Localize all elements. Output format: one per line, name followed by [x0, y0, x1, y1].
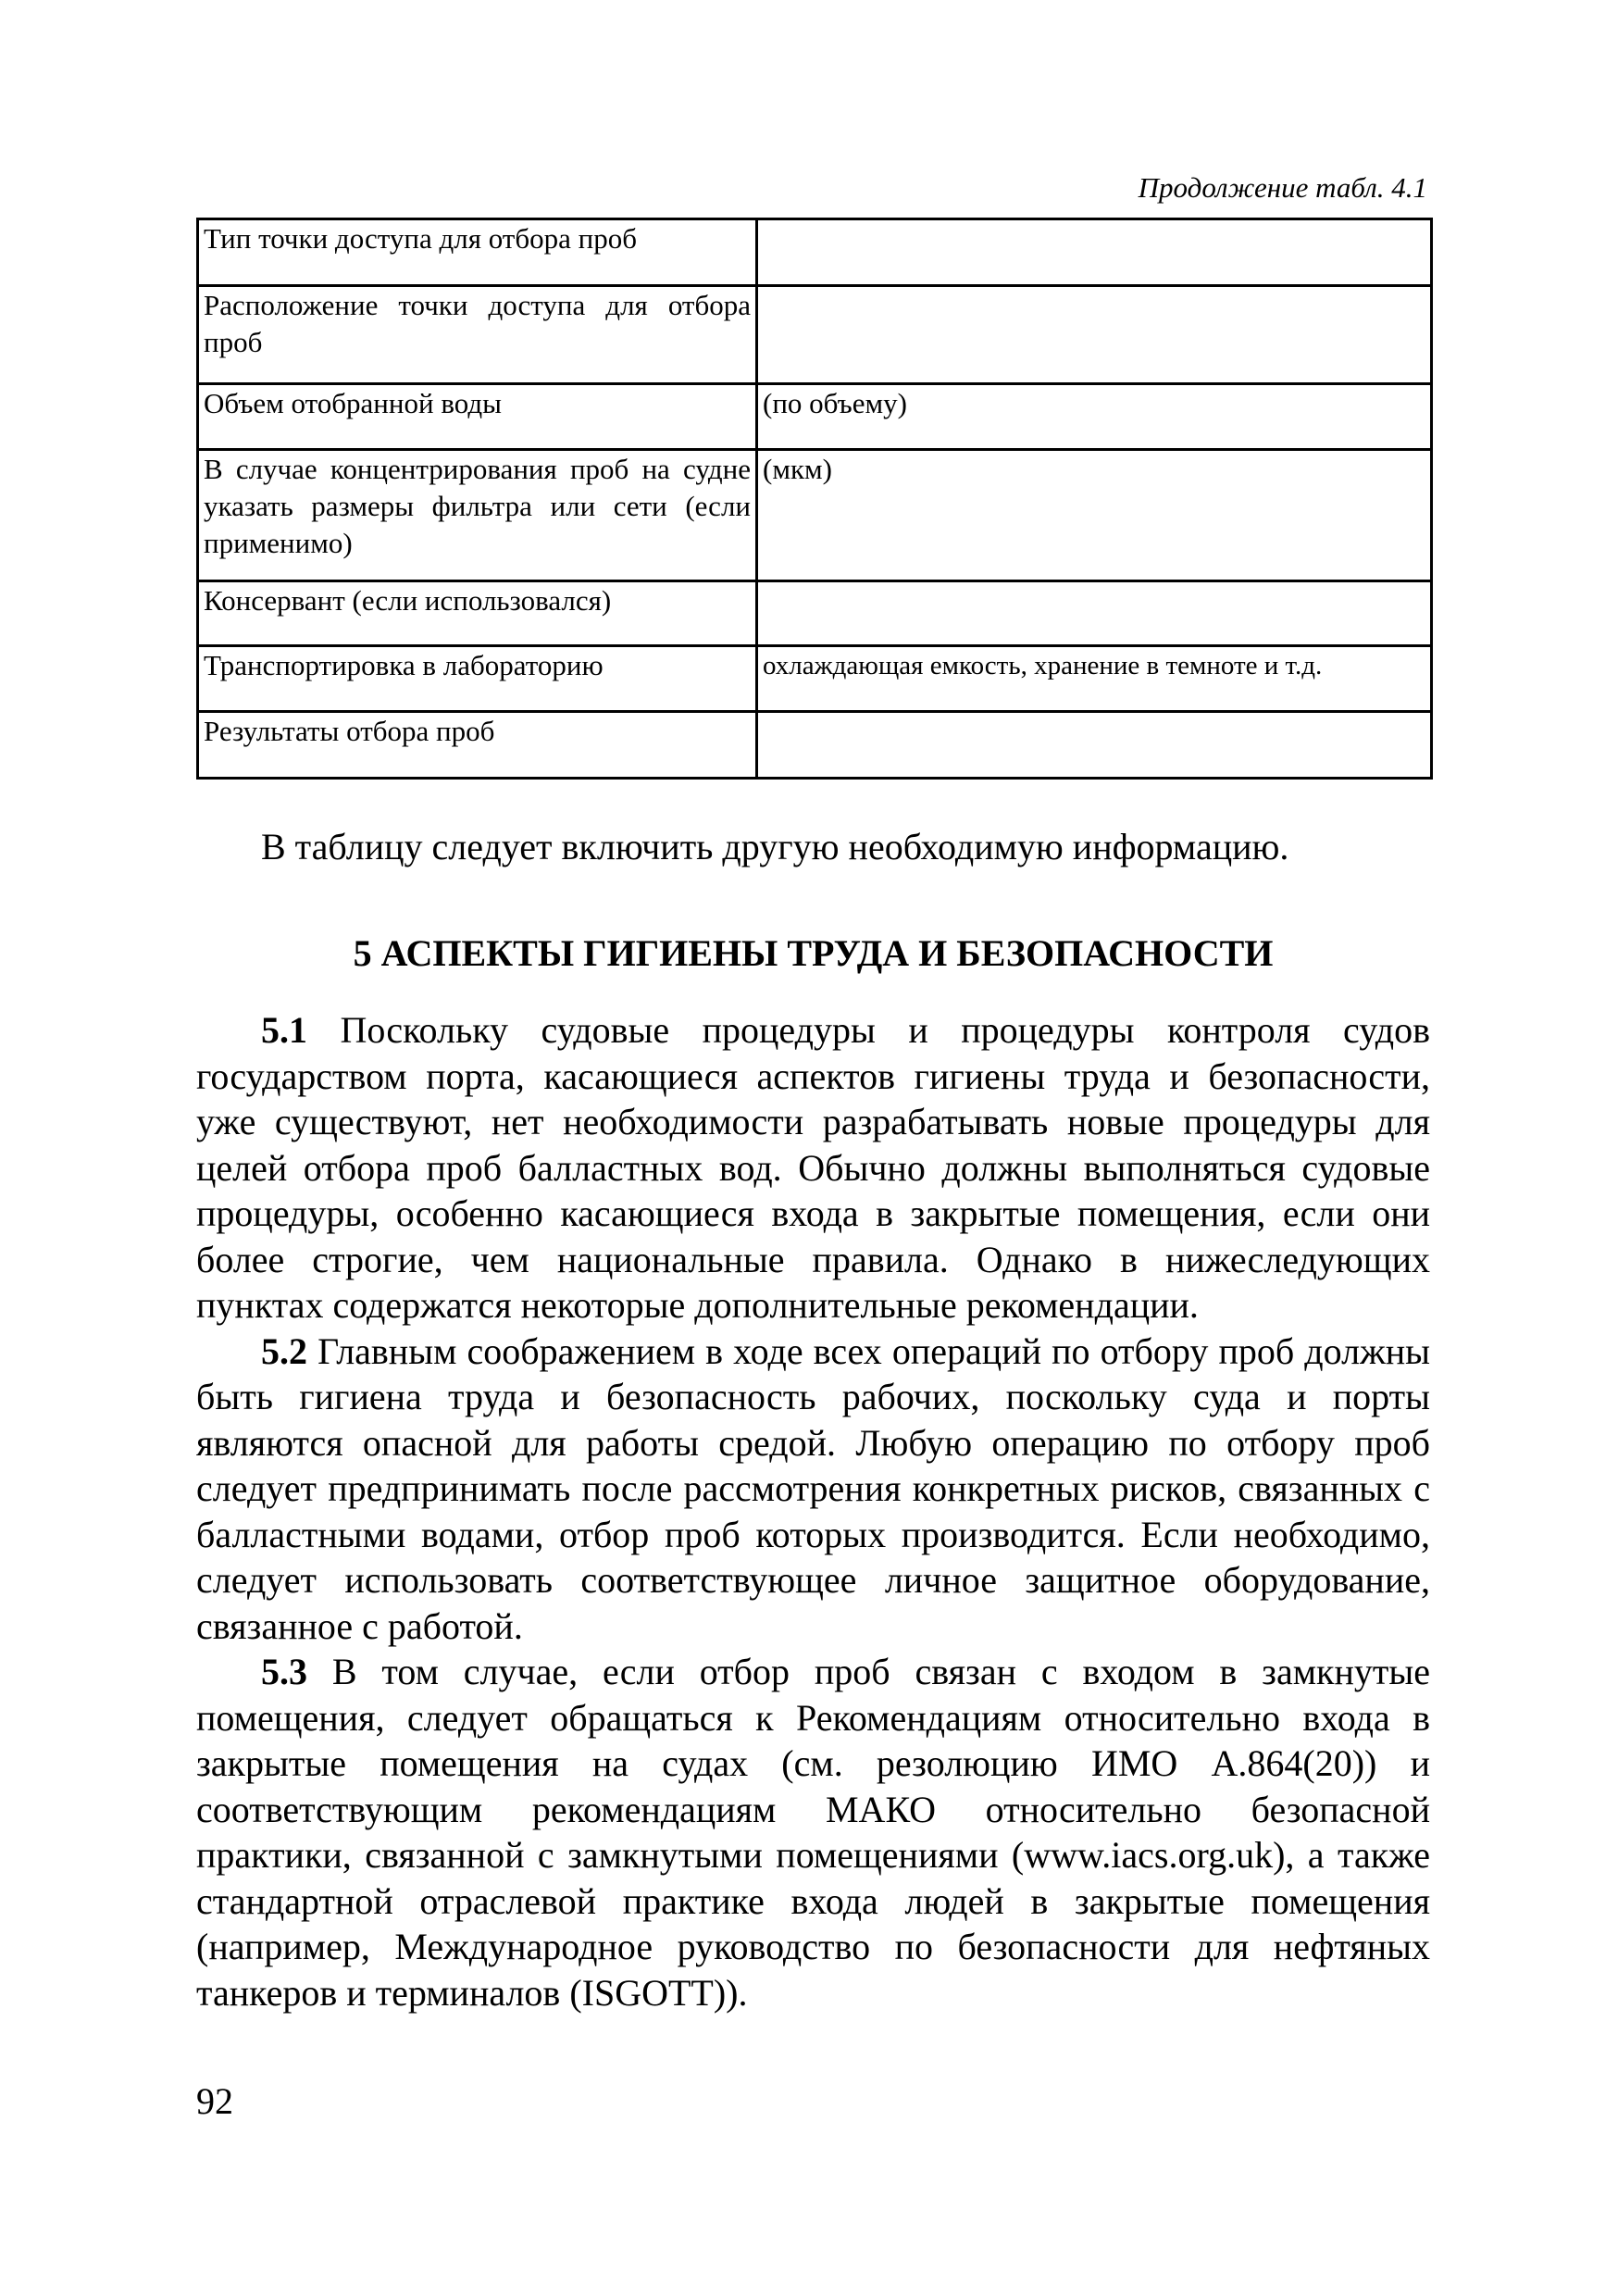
paragraph-number: 5.1	[261, 1009, 307, 1051]
table-row	[198, 286, 1432, 384]
paragraph	[196, 1007, 1430, 1329]
paragraph-number: 5.2	[261, 1329, 307, 1372]
table-note: В таблицу следует включить другую необходимую информацию.	[261, 826, 1289, 867]
page-number: 92	[196, 2080, 233, 2122]
table-row	[198, 581, 1432, 646]
paragraph-text: В том случае, если отбор проб связан с входом в замкнутые помещения, следует обращаться к Рекомендациям относительно входа в закрытые помещения на судах (см. резолюцию ИМО А.864(20)) и соответствующим рекомендациям МАКО относительно безопасной практики, связанной с замкнутыми помещениями (www.iacs.org.uk), а также стандартной отраслевой практике входа людей в закрытые помещения (например, Международное руководство по безопасности для нефтяных танкеров и терминалов (ISGOTT)).	[196, 1651, 1430, 2014]
table-cell-label: Результаты отбора проб	[198, 712, 757, 779]
table-cell-value: охлаждающая емкость, хранение в темноте и т.д.	[757, 646, 1432, 712]
table-row	[198, 219, 1432, 286]
table-row	[198, 384, 1432, 450]
table-cell-label: Расположение точки доступа для отбора проб	[198, 286, 757, 384]
table-cell-value: (мкм)	[757, 450, 1432, 581]
table-cell-value	[757, 219, 1432, 286]
paragraph	[196, 1649, 1430, 2015]
table-cell-label: Объем отобранной воды	[198, 384, 757, 450]
table-cell-label: Транспортировка в лабораторию	[198, 646, 757, 712]
table-cell-value	[757, 581, 1432, 646]
table-cell-value: (по объему)	[757, 384, 1432, 450]
table-cell-label: Консервант (если использовался)	[198, 581, 757, 646]
table-cell-value	[757, 286, 1432, 384]
table-row	[198, 450, 1432, 581]
table-continuation-caption: Продолжение табл. 4.1	[1138, 171, 1427, 204]
paragraph-number: 5.3	[261, 1651, 307, 1692]
table-row	[198, 646, 1432, 712]
table-cell-label: В случае концентрирования проб на судне указать размеры фильтра или сети (если применимо)	[198, 450, 757, 581]
paragraph-text: Главным соображением в ходе всех операций по отбору проб должны быть гигиена труда и безопасность рабочих, поскольку суда и порты являются опасной для работы средой. Любую операцию по отбору проб следует предпринимать после рассмотрения конкретных рисков, связанных с балластными водами, отбор проб которых производится. Если необходимо, следует использовать соответствующее личное защитное оборудование, связанное с работой.	[196, 1329, 1430, 1647]
table-cell-label: Тип точки доступа для отбора проб	[198, 219, 757, 286]
paragraph-text: Поскольку судовые процедуры и процедуры контроля судов государством порта, касающиеся аспектов гигиены труда и безопасности, уже существуют, нет необходимости разрабатывать новые процедуры для целей отбора проб балластных вод. Обычно должны выполняться судовые процедуры, особенно касающиеся входа в закрытые помещения, если они более строгие, чем национальные правила. Однако в нижеследующих пунктах содержатся некоторые дополнительные рекомендации.	[196, 1009, 1430, 1326]
sampling-record-table	[196, 218, 1433, 780]
section-body	[196, 1007, 1430, 2015]
table-row	[198, 712, 1432, 779]
section-heading: 5 АСПЕКТЫ ГИГИЕНЫ ТРУДА И БЕЗОПАСНОСТИ	[353, 932, 1274, 974]
paragraph	[196, 1329, 1430, 1650]
table-cell-value	[757, 712, 1432, 779]
